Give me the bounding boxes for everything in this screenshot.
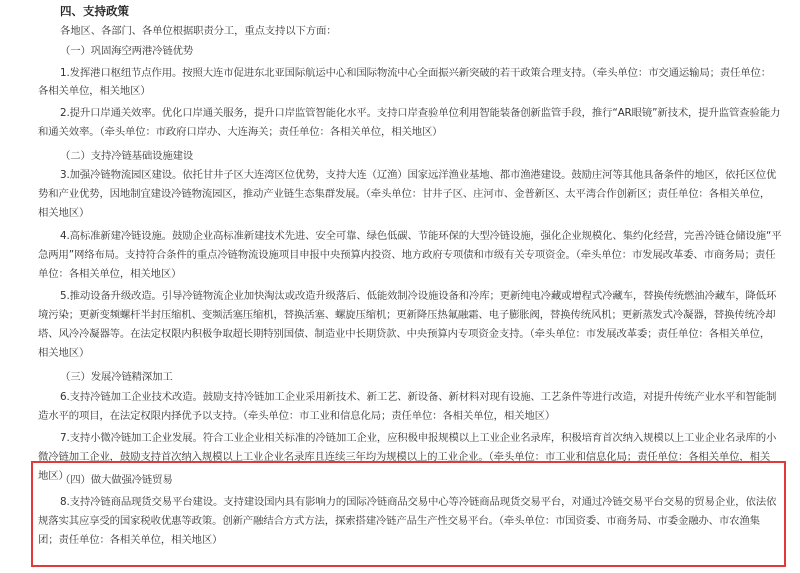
- subsection-heading-2: （二）支持冷链基础设施建设: [60, 150, 194, 162]
- item-7-line-3: 地区）: [38, 470, 69, 482]
- item-4-line-3: 单位：各相关单位，相关地区）: [38, 268, 182, 280]
- item-1-line-1: 1.发挥港口枢纽节点作用。按照大连市促进东北亚国际航运中心和国际物流中心全面振兴新突破的若干政策合理支持。（牵头单位：市交通运输局；责任单位：: [60, 67, 772, 79]
- item-3-line-1: 3.加强冷链物流园区建设。依托甘井子区大连湾区位优势，支持大连（辽渔）国家远洋渔业基地、都市渔港建设。鼓励庄河等其他具备条件的地区，依托区位优: [60, 169, 777, 181]
- item-4-line-1: 4.高标准新建冷链设施。鼓励企业高标准新建技术先进、安全可靠、绿色低碳、节能环保的大型冷链设施，强化企业规模化、集约化经营，完善冷链仓储设施“平: [60, 230, 782, 242]
- item-7-line-1: 7.支持小微冷链加工企业发展。符合工业企业相关标准的冷链加工企业，应积极申报规模以上工业企业名录库，积极培育首次纳入规模以上工业企业名录库的小: [60, 432, 777, 444]
- item-2-line-2: 和通关效率。（牵头单位：市政府口岸办、大连海关；责任单位：各相关单位，相关地区）: [38, 126, 443, 138]
- subsection-heading-4: （四）做大做强冷链贸易: [60, 474, 173, 486]
- item-7-line-2: 微冷链加工企业，鼓励支持首次纳入规模以上工业企业名录库且连续三年均为规模以上的工业企业。（牵头单位：市工业和信息化局；责任单位：各相关单位，相关: [38, 451, 771, 463]
- item-5-line-2: 境污染；更新变频螺杆半封压缩机、变频活塞压缩机，替换活塞、螺旋压缩机；更新降压热氟融霜、电子膨胀阀，替换传统风机；更新蒸发式冷凝器，替换传统冷却: [38, 309, 776, 321]
- item-5-line-4: 相关地区）: [38, 347, 90, 359]
- item-5-line-1: 5.推动设备升级改造。引导冷链物流企业加快淘汰或改造升级落后、低能效制冷设施设备和冷库；更新纯电冷藏或增程式冷藏车，替换传统燃油冷藏车，降低环: [60, 290, 777, 302]
- item-3-line-2: 势和产业优势，因地制宜建设冷链物流园区，推动产业链生态集群发展。（牵头单位：甘井子区、庄河市、金普新区、太平湾合作创新区；责任单位：各相关单位，: [38, 188, 771, 200]
- item-8-line-2: 规落实其应享受的国家税收优惠等政策。创新产融结合方式方法，探索搭建冷链产品生产性交易平台。（牵头单位：市国资委、市商务局、市委金融办、市农渔集: [38, 515, 760, 527]
- item-5-line-3: 塔、风冷冷凝器等。在法定权限内积极争取超长期特别国债、制造业中长期贷款、中央预算内专项资金支持。（牵头单位：市发展改革委；责任单位：各相关单位，: [38, 328, 771, 340]
- item-8-line-1: 8.支持冷链商品现货交易平台建设。支持建设国内具有影响力的国际冷链商品交易中心等冷链商品现货交易平台，对通过冷链交易平台交易的贸易企业，依法依: [60, 496, 777, 508]
- item-4-line-2: 急两用”网络布局。支持符合条件的重点冷链物流设施项目申报中央预算内投资、地方政府专项债和市级有关专项资金。（牵头单位：市发展改革委、市商务局；责任: [38, 249, 776, 261]
- subsection-heading-3: （三）发展冷链精深加工: [60, 371, 173, 383]
- item-8-line-3: 团；责任单位：各相关单位，相关地区）: [38, 534, 223, 546]
- subsection-heading-1: （一）巩固海空两港冷链优势: [60, 45, 194, 57]
- intro-paragraph: 各地区、各部门、各单位根据职责分工，重点支持以下方面：: [60, 25, 337, 37]
- item-6-line-1: 6.支持冷链加工企业技术改造。鼓励支持冷链加工企业采用新技术、新工艺、新设备、新材料对现有设施、工艺条件等进行改造，对提升传统产业水平和智能制: [60, 391, 777, 403]
- item-3-line-3: 相关地区）: [38, 207, 90, 219]
- section-title: 四、支持政策: [60, 4, 129, 18]
- item-6-line-2: 造水平的项目，在法定权限内择优予以支持。（牵头单位：市工业和信息化局；责任单位：各相关单位，相关地区）: [38, 410, 556, 422]
- item-2-line-1: 2.提升口岸通关效率。优化口岸通关服务，提升口岸监管智能化水平。支持口岸查验单位利用智能装备创新监管手段，推行“AR眼镜”新技术，提升监管查验能力: [60, 107, 781, 119]
- item-1-line-2: 各相关单位，相关地区）: [38, 85, 151, 97]
